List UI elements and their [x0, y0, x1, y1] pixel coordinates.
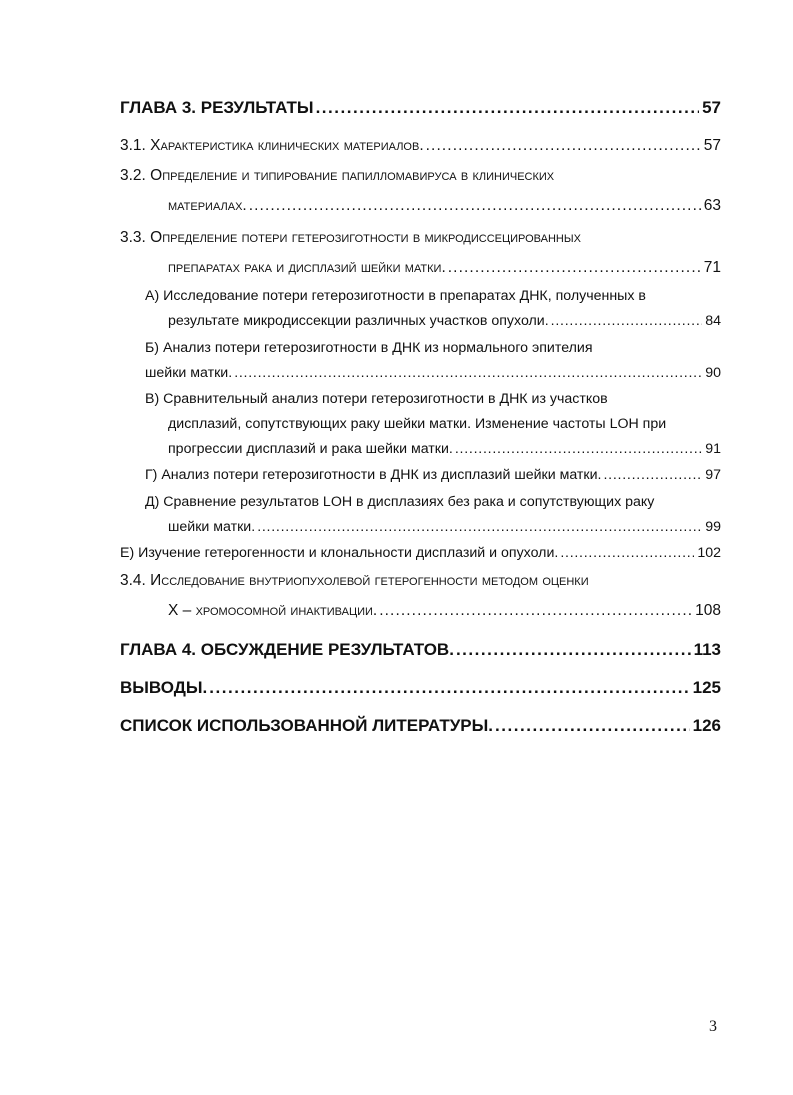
- toc-entry-v: [168, 441, 721, 457]
- toc-entry-3-2: [168, 197, 721, 215]
- toc-entry-title: СПИСОК ИСПОЛЬЗОВАННОЙ ЛИТЕРАТУРЫ.: [120, 716, 494, 735]
- toc-entry-title: Г) Анализ потери гетерозиготности в ДНК из дисплазий шейки матки.: [145, 467, 602, 483]
- dot-leader: [426, 137, 701, 155]
- toc-entry-b: [145, 365, 721, 381]
- toc-entry-3-4-line1: 3.4. Исследование внутриопухолевой гетерогенности методом оценки: [120, 572, 589, 589]
- toc-entry-chapter3: [120, 98, 721, 118]
- dot-leader: [316, 98, 700, 118]
- toc-entry-references: [120, 716, 721, 736]
- toc-entry-page: 91: [705, 441, 721, 457]
- toc-entry-v-line1: В) Сравнительный анализ потери гетерозиготности в ДНК из участков: [145, 391, 608, 407]
- dot-leader: [455, 441, 702, 457]
- toc-entry-3-4: [168, 602, 721, 620]
- toc-entry-a: [168, 313, 721, 329]
- toc-entry-page: 71: [703, 259, 721, 276]
- toc-entry-d: [168, 519, 721, 535]
- dot-leader: [495, 716, 690, 736]
- dot-leader: [257, 519, 702, 535]
- toc-entry-b-line1: Б) Анализ потери гетерозиготности в ДНК из нормального эпителия: [145, 340, 593, 356]
- toc-entry-title: материалах.: [168, 197, 247, 214]
- page-number: 3: [709, 1018, 717, 1035]
- toc-entry-title: препаратах рака и дисплазий шейки матки.: [168, 259, 446, 276]
- toc-entry-page: 113: [693, 640, 721, 659]
- toc-entry-title: 3.1. Характеристика клинических материалов.: [120, 137, 424, 154]
- toc-entry-title: ВЫВОДЫ.: [120, 678, 208, 697]
- dot-leader: [209, 678, 689, 698]
- toc-entry-e: [120, 545, 721, 561]
- toc-entry-3-3: [168, 259, 721, 277]
- toc-entry-title: ГЛАВА 3. РЕЗУЛЬТАТЫ: [120, 98, 314, 117]
- toc-entry-3-1: [120, 137, 721, 155]
- toc-entry-chapter4: [120, 640, 721, 660]
- toc-entry-title: ГЛАВА 4. ОБСУЖДЕНИЕ РЕЗУЛЬТАТОВ.: [120, 640, 454, 659]
- toc-entry-page: 90: [705, 365, 721, 381]
- toc-entry-conclusions: [120, 678, 721, 698]
- toc-entry-v-line2: дисплазий, сопутствующих раку шейки матки. Изменение частоты LOH при: [168, 416, 667, 432]
- toc-entry-page: 126: [692, 716, 721, 735]
- dot-leader: [604, 467, 703, 483]
- dot-leader: [249, 197, 701, 215]
- dot-leader: [379, 602, 692, 620]
- toc-entry-a-line1: А) Исследование потери гетерозиготности в препаратах ДНК, полученных в: [145, 288, 646, 304]
- toc-entry-page: 108: [695, 602, 721, 619]
- toc-entry-3-3-line1: 3.3. Определение потери гетерозиготности в микродиссецированных: [120, 229, 581, 246]
- toc-entry-page: 102: [697, 545, 721, 561]
- toc-entry-title: прогрессии дисплазий и рака шейки матки.: [168, 441, 453, 457]
- toc-entry-page: 99: [705, 519, 721, 535]
- toc-entry-d-line1: Д) Сравнение результатов LOH в дисплазиях без рака и сопутствующих раку: [145, 494, 655, 510]
- dot-leader: [456, 640, 691, 660]
- toc-entry-page: 63: [703, 197, 721, 214]
- toc-entry-page: 125: [692, 678, 721, 697]
- toc-entry-title: Х – хромосомной инактивации.: [168, 602, 378, 619]
- toc-entry-g: [145, 467, 721, 483]
- dot-leader: [560, 545, 694, 561]
- dot-leader: [551, 313, 703, 329]
- toc-entry-title: шейки матки.: [168, 519, 256, 535]
- toc-entry-page: 57: [702, 98, 721, 117]
- dot-leader: [448, 259, 701, 277]
- toc-entry-3-2-line1: 3.2. Определение и типирование папилломавируса в клинических: [120, 167, 555, 184]
- toc-entry-title: шейки матки.: [145, 365, 233, 381]
- toc-entry-page: 84: [705, 313, 721, 329]
- toc-entry-page: 97: [705, 467, 721, 483]
- dot-leader: [234, 365, 702, 381]
- toc-entry-page: 57: [703, 137, 721, 154]
- toc-entry-title: результате микродиссекции различных участков опухоли.: [168, 313, 549, 329]
- toc-entry-title: Е) Изучение гетерогенности и клональности дисплазий и опухоли.: [120, 545, 559, 561]
